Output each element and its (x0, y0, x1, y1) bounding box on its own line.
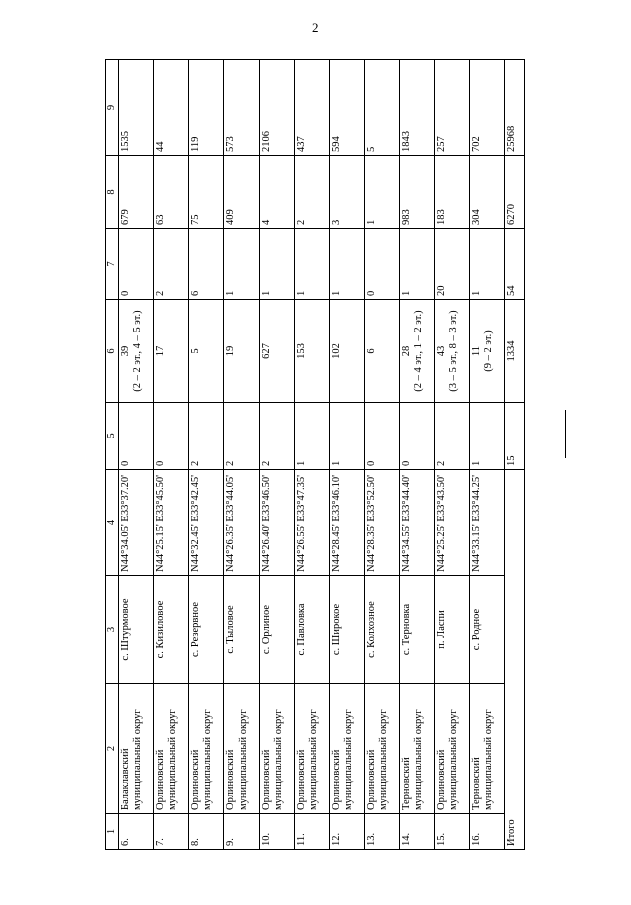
header-cell: 5 (106, 403, 119, 470)
coordinates-cell-text: N44°28.35' E33°52.50' (365, 474, 377, 572)
col5-cell-text: 2 (436, 460, 448, 466)
coordinates-cell (329, 470, 364, 576)
coordinates-cell (400, 470, 435, 576)
table-container (105, 60, 525, 850)
table-row (470, 60, 505, 850)
row-number-cell (119, 814, 154, 850)
row-number-cell (364, 814, 399, 850)
col9-cell (435, 60, 470, 156)
floors-note: (2 – 2 эт., 4 – 5 эт.) (132, 310, 144, 392)
coordinates-cell-text: N44°34.55' E33°44.40' (401, 474, 413, 572)
settlement-cell (294, 576, 329, 684)
floors-note: (9 – 2 эт.) (483, 330, 495, 372)
settlement-cell (364, 576, 399, 684)
col5-cell (329, 403, 364, 470)
coordinates-cell-text: N44°28.45' E33°46.10' (330, 474, 342, 572)
col7-cell (294, 229, 329, 300)
col8-cell-text: 63 (155, 214, 167, 225)
coordinates-cell (470, 470, 505, 576)
col7-cell-text: 0 (120, 290, 132, 296)
col8-cell (470, 156, 505, 229)
settlement-cell (329, 576, 364, 684)
col9-cell-text: 437 (295, 136, 307, 152)
settlement-cell (119, 576, 154, 684)
page-number: 2 (312, 20, 319, 35)
district-cell (435, 684, 470, 814)
col6-cell-text: 11 (471, 345, 483, 357)
col6-cell-text: 39 (120, 345, 132, 357)
col7-cell (119, 229, 154, 300)
col5-cell (189, 403, 224, 470)
col8-cell (119, 156, 154, 229)
col9-cell-text: 119 (190, 136, 202, 152)
settlements-table (105, 59, 525, 850)
district-cell (119, 684, 154, 814)
coordinates-cell (119, 470, 154, 576)
table-row (400, 60, 435, 850)
header-cell: 7 (106, 229, 119, 300)
settlement-cell-text: с. Павловка (295, 603, 307, 656)
district-cell-text: Орлиновский муниципальный округ (436, 709, 460, 810)
col6-cell-text: 6 (365, 348, 377, 354)
row-number-cell (189, 814, 224, 850)
settlement-cell (400, 576, 435, 684)
col5-cell (364, 403, 399, 470)
col6-cell (154, 300, 189, 403)
floors-note: (3 – 5 эт., 8 – 3 эт.) (448, 310, 460, 392)
total-col7-cell: 54 (505, 229, 525, 300)
table-row (119, 60, 154, 850)
settlement-cell-text: с. Широкое (330, 603, 342, 656)
district-cell-text: Орлиновский муниципальный округ (155, 709, 179, 810)
col7-cell (189, 229, 224, 300)
table-row (224, 60, 259, 850)
col9-cell-text: 1843 (401, 131, 413, 152)
row-number-cell-text: 6. (120, 838, 132, 846)
row-number-cell-text: 16. (471, 832, 483, 846)
rotated-table-frame (105, 60, 525, 850)
settlement-cell (259, 576, 294, 684)
col7-cell-text: 1 (401, 290, 413, 296)
col6-cell-text: 5 (190, 348, 202, 354)
col6-cell (470, 300, 505, 403)
coordinates-cell (259, 470, 294, 576)
district-cell (224, 684, 259, 814)
district-cell (329, 684, 364, 814)
col9-cell (400, 60, 435, 156)
header-cell: 4 (106, 470, 119, 576)
coordinates-cell-text: N44°32.45' E33°42.45' (190, 474, 202, 572)
col7-cell (364, 229, 399, 300)
total-row (505, 60, 525, 850)
header-cell: 1 (106, 814, 119, 850)
col9-cell-text: 2106 (260, 131, 272, 152)
settlement-cell-text: с. Резервное (190, 601, 202, 658)
col7-cell (259, 229, 294, 300)
col5-cell-text: 2 (225, 460, 237, 466)
district-cell-text: Терновский муниципальный округ (471, 709, 495, 810)
col7-cell-text: 1 (330, 290, 342, 296)
col9-cell (119, 60, 154, 156)
header-cell: 6 (106, 300, 119, 403)
col8-cell (329, 156, 364, 229)
col8-cell (435, 156, 470, 229)
col8-cell-text: 304 (471, 209, 483, 225)
table-row (189, 60, 224, 850)
district-cell (294, 684, 329, 814)
col5-cell-text: 1 (330, 460, 342, 466)
settlement-cell-text: с. Кизиловое (155, 600, 167, 659)
col8-cell-text: 183 (436, 209, 448, 225)
header-cell: 2 (106, 684, 119, 814)
row-number-cell-text: 7. (155, 838, 167, 846)
signature-line (565, 410, 566, 458)
total-col8-cell: 6270 (505, 156, 525, 229)
col9-cell (259, 60, 294, 156)
row-number-cell (400, 814, 435, 850)
col6-cell (259, 300, 294, 403)
table-row (154, 60, 189, 850)
col7-cell-text: 1 (260, 290, 272, 296)
table-row (259, 60, 294, 850)
col6-cell (189, 300, 224, 403)
col9-cell (294, 60, 329, 156)
col5-cell (470, 403, 505, 470)
col9-cell (364, 60, 399, 156)
settlement-cell (435, 576, 470, 684)
col6-cell (400, 300, 435, 403)
settlement-cell-text: с. Орлиное (260, 604, 272, 655)
col9-cell (154, 60, 189, 156)
col8-cell (224, 156, 259, 229)
coordinates-cell-text: N44°26.55' E33°47.35' (295, 474, 307, 572)
header-row (106, 60, 119, 850)
col8-cell-text: 4 (260, 219, 272, 225)
col6-cell-text: 153 (295, 343, 307, 359)
settlement-cell-text: с. Колхозное (365, 601, 377, 658)
col6-cell-text: 19 (225, 345, 237, 357)
header-cell: 8 (106, 156, 119, 229)
col5-cell-text: 0 (401, 460, 413, 466)
settlement-cell (224, 576, 259, 684)
col6-cell-text: 43 (436, 345, 448, 357)
col9-cell-text: 594 (330, 136, 342, 152)
col5-cell (154, 403, 189, 470)
district-cell-text: Орлиновский муниципальный округ (190, 709, 214, 810)
col5-cell-text: 0 (155, 460, 167, 466)
header-cell: 9 (106, 60, 119, 156)
col8-cell-text: 679 (120, 209, 132, 225)
settlement-cell (470, 576, 505, 684)
coordinates-cell-text: N44°34.05' E33°37.20' (120, 474, 132, 572)
table-row (329, 60, 364, 850)
col6-cell (435, 300, 470, 403)
col7-cell-text: 1 (295, 290, 307, 296)
district-cell-text: Орлиновский муниципальный округ (225, 709, 249, 810)
col7-cell (224, 229, 259, 300)
col5-cell-text: 2 (260, 460, 272, 466)
col5-cell (435, 403, 470, 470)
col8-cell (294, 156, 329, 229)
district-cell (470, 684, 505, 814)
col8-cell (364, 156, 399, 229)
settlement-cell (189, 576, 224, 684)
total-col5-cell: 15 (505, 403, 525, 470)
district-cell-text: Орлиновский муниципальный округ (365, 709, 389, 810)
col8-cell-text: 2 (295, 219, 307, 225)
col5-cell (400, 403, 435, 470)
coordinates-cell-text: N44°26.35' E33°44.05' (225, 474, 237, 572)
row-number-cell-text: 12. (330, 832, 342, 846)
row-number-cell-text: 15. (436, 832, 448, 846)
table-row (294, 60, 329, 850)
col9-cell-text: 5 (365, 146, 377, 152)
coordinates-cell (154, 470, 189, 576)
settlement-cell-text: с. Родное (471, 608, 483, 651)
col8-cell-text: 409 (225, 209, 237, 225)
col7-cell-text: 1 (225, 290, 237, 296)
row-number-cell (294, 814, 329, 850)
col7-cell-text: 6 (190, 290, 202, 296)
col5-cell-text: 1 (471, 460, 483, 466)
row-number-cell (435, 814, 470, 850)
col6-cell-text: 102 (330, 343, 342, 359)
col8-cell-text: 3 (330, 219, 342, 225)
col9-cell (329, 60, 364, 156)
settlement-cell-text: с. Терновка (401, 603, 413, 656)
col6-cell-text: 627 (260, 343, 272, 359)
col5-cell-text: 0 (365, 460, 377, 466)
district-cell (189, 684, 224, 814)
coordinates-cell (364, 470, 399, 576)
coordinates-cell (294, 470, 329, 576)
col8-cell (189, 156, 224, 229)
col5-cell (224, 403, 259, 470)
coordinates-cell (189, 470, 224, 576)
col6-cell-text: 28 (401, 345, 413, 357)
col7-cell (435, 229, 470, 300)
district-cell (259, 684, 294, 814)
total-col6-cell: 1334 (505, 300, 525, 403)
coordinates-cell-text: N44°33.15' E33°44.25' (471, 474, 483, 572)
row-number-cell (224, 814, 259, 850)
coordinates-cell (435, 470, 470, 576)
settlement-cell-text: п. Ласпи (436, 610, 448, 649)
row-number-cell (259, 814, 294, 850)
col5-cell (259, 403, 294, 470)
district-cell-text: Терновский муниципальный округ (401, 709, 425, 810)
col7-cell (329, 229, 364, 300)
settlement-cell-text: с. Штурмовое (120, 598, 132, 661)
col6-cell-text: 17 (155, 345, 167, 357)
col7-cell (470, 229, 505, 300)
row-number-cell (470, 814, 505, 850)
district-cell-text: Орлиновский муниципальный округ (260, 709, 284, 810)
row-number-cell-text: 9. (225, 838, 237, 846)
col8-cell (259, 156, 294, 229)
district-cell-text: Орлиновский муниципальный округ (330, 709, 354, 810)
table-row (364, 60, 399, 850)
settlement-cell (154, 576, 189, 684)
col6-cell (329, 300, 364, 403)
table-body (106, 60, 525, 850)
col9-cell (189, 60, 224, 156)
col8-cell (400, 156, 435, 229)
col6-cell (364, 300, 399, 403)
coordinates-cell-text: N44°25.15' E33°45.50' (155, 474, 167, 572)
row-number-cell-text: 10. (260, 832, 272, 846)
row-number-cell (154, 814, 189, 850)
total-col9-cell: 25968 (505, 60, 525, 156)
row-number-cell (329, 814, 364, 850)
col7-cell-text: 0 (365, 290, 377, 296)
col5-cell-text: 2 (190, 460, 202, 466)
coordinates-cell-text: N44°26.40' E33°46.50' (260, 474, 272, 572)
col7-cell-text: 20 (436, 285, 448, 296)
floors-note: (2 – 4 эт., 1 – 2 эт.) (413, 310, 425, 392)
coordinates-cell-text: N44°25.25' E33°43.50' (436, 474, 448, 572)
total-label-cell: Итого (505, 470, 525, 850)
col9-cell-text: 702 (471, 136, 483, 152)
row-number-cell-text: 11. (295, 833, 307, 846)
coordinates-cell (224, 470, 259, 576)
col7-cell (154, 229, 189, 300)
header-cell: 3 (106, 576, 119, 684)
col5-cell-text: 1 (295, 460, 307, 466)
col7-cell-text: 1 (471, 290, 483, 296)
col9-cell (224, 60, 259, 156)
district-cell (400, 684, 435, 814)
col6-cell (119, 300, 154, 403)
col8-cell-text: 983 (401, 209, 413, 225)
col9-cell-text: 257 (436, 136, 448, 152)
row-number-cell-text: 13. (365, 832, 377, 846)
district-cell-text: Орлиновский муниципальный округ (295, 709, 319, 810)
district-cell-text: Балаклавский муниципальный округ (120, 709, 144, 810)
col7-cell-text: 2 (155, 290, 167, 296)
row-number-cell-text: 14. (401, 832, 413, 846)
col8-cell-text: 75 (190, 214, 202, 225)
settlement-cell-text: с. Тыловое (225, 605, 237, 654)
col5-cell (119, 403, 154, 470)
col7-cell (400, 229, 435, 300)
col9-cell (470, 60, 505, 156)
col8-cell-text: 1 (365, 219, 377, 225)
col6-cell (224, 300, 259, 403)
col9-cell-text: 573 (225, 136, 237, 152)
district-cell (364, 684, 399, 814)
col9-cell-text: 44 (155, 141, 167, 152)
col9-cell-text: 1535 (120, 131, 132, 152)
row-number-cell-text: 8. (190, 838, 202, 846)
col5-cell (294, 403, 329, 470)
table-row (435, 60, 470, 850)
col6-cell (294, 300, 329, 403)
col5-cell-text: 0 (120, 460, 132, 466)
col8-cell (154, 156, 189, 229)
district-cell (154, 684, 189, 814)
